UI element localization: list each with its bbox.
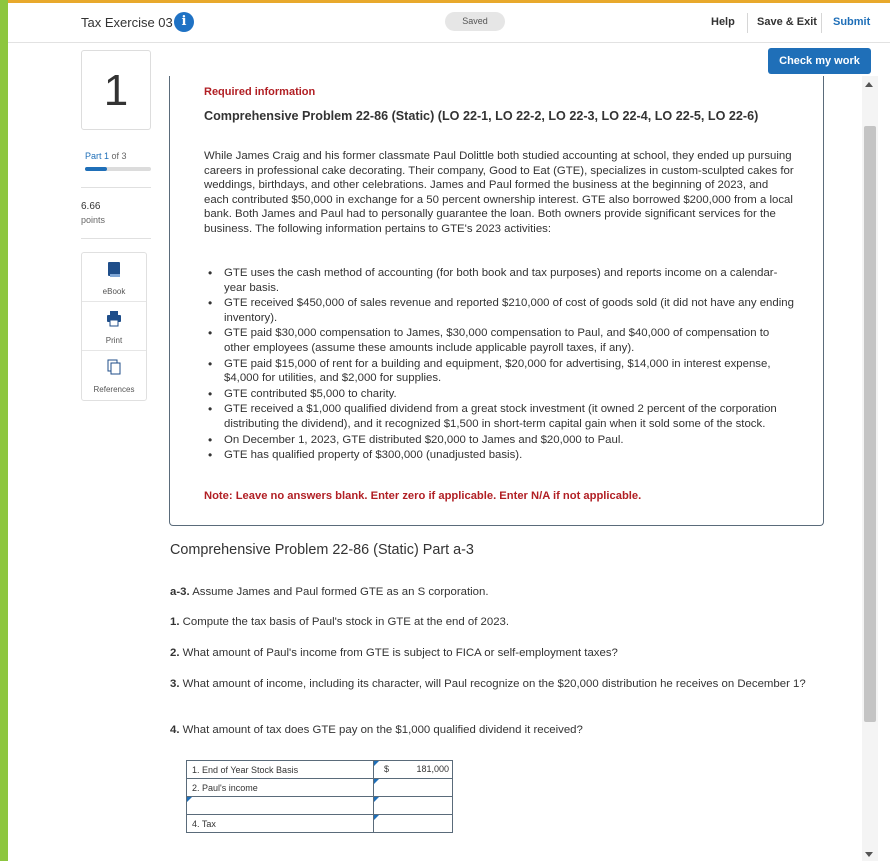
list-item: • On December 1, 2023, GTE distributed $20,000 to James and $20,000 to Paul. bbox=[204, 433, 794, 448]
stock-basis-value: 181,000 bbox=[416, 764, 449, 774]
scroll-up-arrow-icon[interactable] bbox=[865, 82, 873, 87]
problem-title: Comprehensive Problem 22-86 (Static) (LO 22-1, LO 22-2, LO 22-3, LO 22-4, LO 22-5, LO 22-6) bbox=[204, 109, 759, 123]
references-label: References bbox=[93, 385, 135, 394]
ebook-label: eBook bbox=[102, 287, 126, 296]
instruction-note: Note: Leave no answers blank. Enter zero if applicable. Enter N/A if not applicable. bbox=[204, 490, 642, 502]
question-text: What amount of tax does GTE pay on the $1,000 qualified dividend it received? bbox=[182, 724, 583, 736]
question-text: What amount of income, including its character, will Paul recognize on the $20,000 distribution he receives on December 1? bbox=[182, 678, 806, 690]
points-value: 6.66 bbox=[81, 201, 101, 212]
list-item: • GTE has qualified property of $300,000 (unadjusted basis). bbox=[204, 448, 794, 463]
header-divider bbox=[821, 13, 822, 33]
pauls-income-input[interactable] bbox=[374, 779, 453, 797]
scroll-down-arrow-icon[interactable] bbox=[865, 852, 873, 857]
part-indicator bbox=[85, 151, 127, 161]
answer-row-label: 4. Tax bbox=[187, 815, 374, 833]
assignment-title: Tax Exercise 03 bbox=[81, 15, 173, 30]
check-my-work-button[interactable]: Check my work bbox=[768, 48, 871, 74]
print-button[interactable] bbox=[82, 302, 146, 351]
required-info-heading: Required information bbox=[204, 86, 316, 98]
input-marker-icon bbox=[187, 797, 192, 802]
sidebar-tools bbox=[81, 252, 147, 401]
question-3 bbox=[170, 677, 810, 692]
distribution-amount-input[interactable] bbox=[374, 797, 453, 815]
question-label: 2. bbox=[170, 647, 180, 659]
activity-list bbox=[204, 266, 794, 464]
submit-link[interactable]: Submit bbox=[833, 16, 871, 28]
scrollbar-thumb[interactable] bbox=[864, 126, 876, 722]
question-1 bbox=[170, 615, 509, 630]
stock-basis-input[interactable] bbox=[374, 761, 453, 779]
part-total: of 3 bbox=[111, 151, 127, 161]
ebook-button[interactable] bbox=[82, 253, 146, 302]
references-icon bbox=[106, 359, 122, 376]
part-current: Part 1 bbox=[85, 151, 110, 161]
input-marker-icon bbox=[374, 815, 379, 820]
question-text: Compute the tax basis of Paul's stock in GTE at the end of 2023. bbox=[182, 616, 510, 628]
list-item: • GTE received $450,000 of sales revenue and reported $210,000 of cost of goods sold (it did not have any ending inventory). bbox=[204, 296, 794, 325]
list-item: • GTE paid $15,000 of rent for a building and equipment, $20,000 for advertising, $14,000 in interest expense, $4,000 for utilities, and $2,000 for supplies. bbox=[204, 357, 794, 386]
required-info-panel bbox=[169, 76, 824, 526]
answer-row-label: 2. Paul's income bbox=[187, 779, 374, 797]
question-text: Assume James and Paul formed GTE as an S corporation. bbox=[192, 586, 489, 598]
tax-input[interactable] bbox=[374, 815, 453, 833]
ebook-icon bbox=[106, 261, 122, 278]
header-divider bbox=[747, 13, 748, 33]
left-accent-bar bbox=[0, 0, 8, 861]
list-item: • GTE paid $30,000 compensation to James, $30,000 compensation to Paul, and $40,000 of compensation to other employees (assume these amounts include applicable payroll taxes, if any). bbox=[204, 326, 794, 355]
help-link[interactable]: Help bbox=[711, 16, 735, 28]
sidebar-divider bbox=[81, 238, 151, 239]
input-marker-icon bbox=[374, 797, 379, 802]
question-label: 3. bbox=[170, 678, 180, 690]
input-marker-icon bbox=[374, 761, 379, 766]
question-a3 bbox=[170, 585, 488, 600]
question-2 bbox=[170, 646, 618, 661]
input-marker-icon bbox=[374, 779, 379, 784]
question-label: a-3. bbox=[170, 586, 190, 598]
table-row bbox=[187, 761, 453, 779]
table-row bbox=[187, 797, 453, 815]
saved-status-badge: Saved bbox=[445, 12, 505, 31]
question-4 bbox=[170, 723, 583, 738]
part-title: Comprehensive Problem 22-86 (Static) Part a-3 bbox=[170, 542, 474, 558]
print-label: Print bbox=[105, 336, 123, 345]
list-item: • GTE uses the cash method of accounting (for both book and tax purposes) and reports income on a calendar-year basis. bbox=[204, 266, 794, 295]
question-number[interactable]: 1 bbox=[81, 50, 151, 130]
problem-intro: While James Craig and his former classmate Paul Dolittle both studied accounting at school, they ended up pursuing careers in professional cake decorating. Their company, Good to Eat (GTE), specializes in custom-sculpted cakes for weddings, birthdays, and other celebrations. James and Paul formed the business at the beginning of 2023, and each contributed $50,000 in exchange for a 50 percent ownership interest. GTE also borrowed $200,000 from a local bank. Both James and Paul had to personally guarantee the loan. Both owners provide significant services for the business. The following information pertains to GTE's 2023 activities: bbox=[204, 150, 794, 235]
question-label: 4. bbox=[170, 724, 180, 736]
table-row bbox=[187, 815, 453, 833]
answer-table bbox=[186, 760, 453, 833]
references-button[interactable] bbox=[82, 351, 146, 400]
question-label: 1. bbox=[170, 616, 180, 628]
table-row bbox=[187, 779, 453, 797]
points-label: points bbox=[81, 215, 106, 225]
list-item: • GTE contributed $5,000 to charity. bbox=[204, 387, 794, 402]
question-text: What amount of Paul's income from GTE is subject to FICA or self-employment taxes? bbox=[182, 647, 618, 659]
part-progress-bar bbox=[85, 167, 151, 171]
part-progress-fill bbox=[85, 167, 107, 171]
sidebar-divider bbox=[81, 187, 151, 188]
print-icon bbox=[106, 310, 122, 327]
list-item: • GTE received a $1,000 qualified dividend from a great stock investment (it owned 2 percent of the corporation distributing the dividend), and it recognized $1,500 in short-term capital gain when it sold some of the stock. bbox=[204, 402, 794, 431]
answer-row-label: 1. End of Year Stock Basis bbox=[187, 761, 374, 779]
save-exit-link[interactable]: Save & Exit bbox=[757, 16, 817, 28]
distribution-dropdown[interactable] bbox=[187, 797, 374, 815]
header-bar bbox=[8, 3, 890, 43]
currency-symbol: $ bbox=[384, 764, 390, 774]
info-icon[interactable]: i bbox=[174, 12, 194, 32]
